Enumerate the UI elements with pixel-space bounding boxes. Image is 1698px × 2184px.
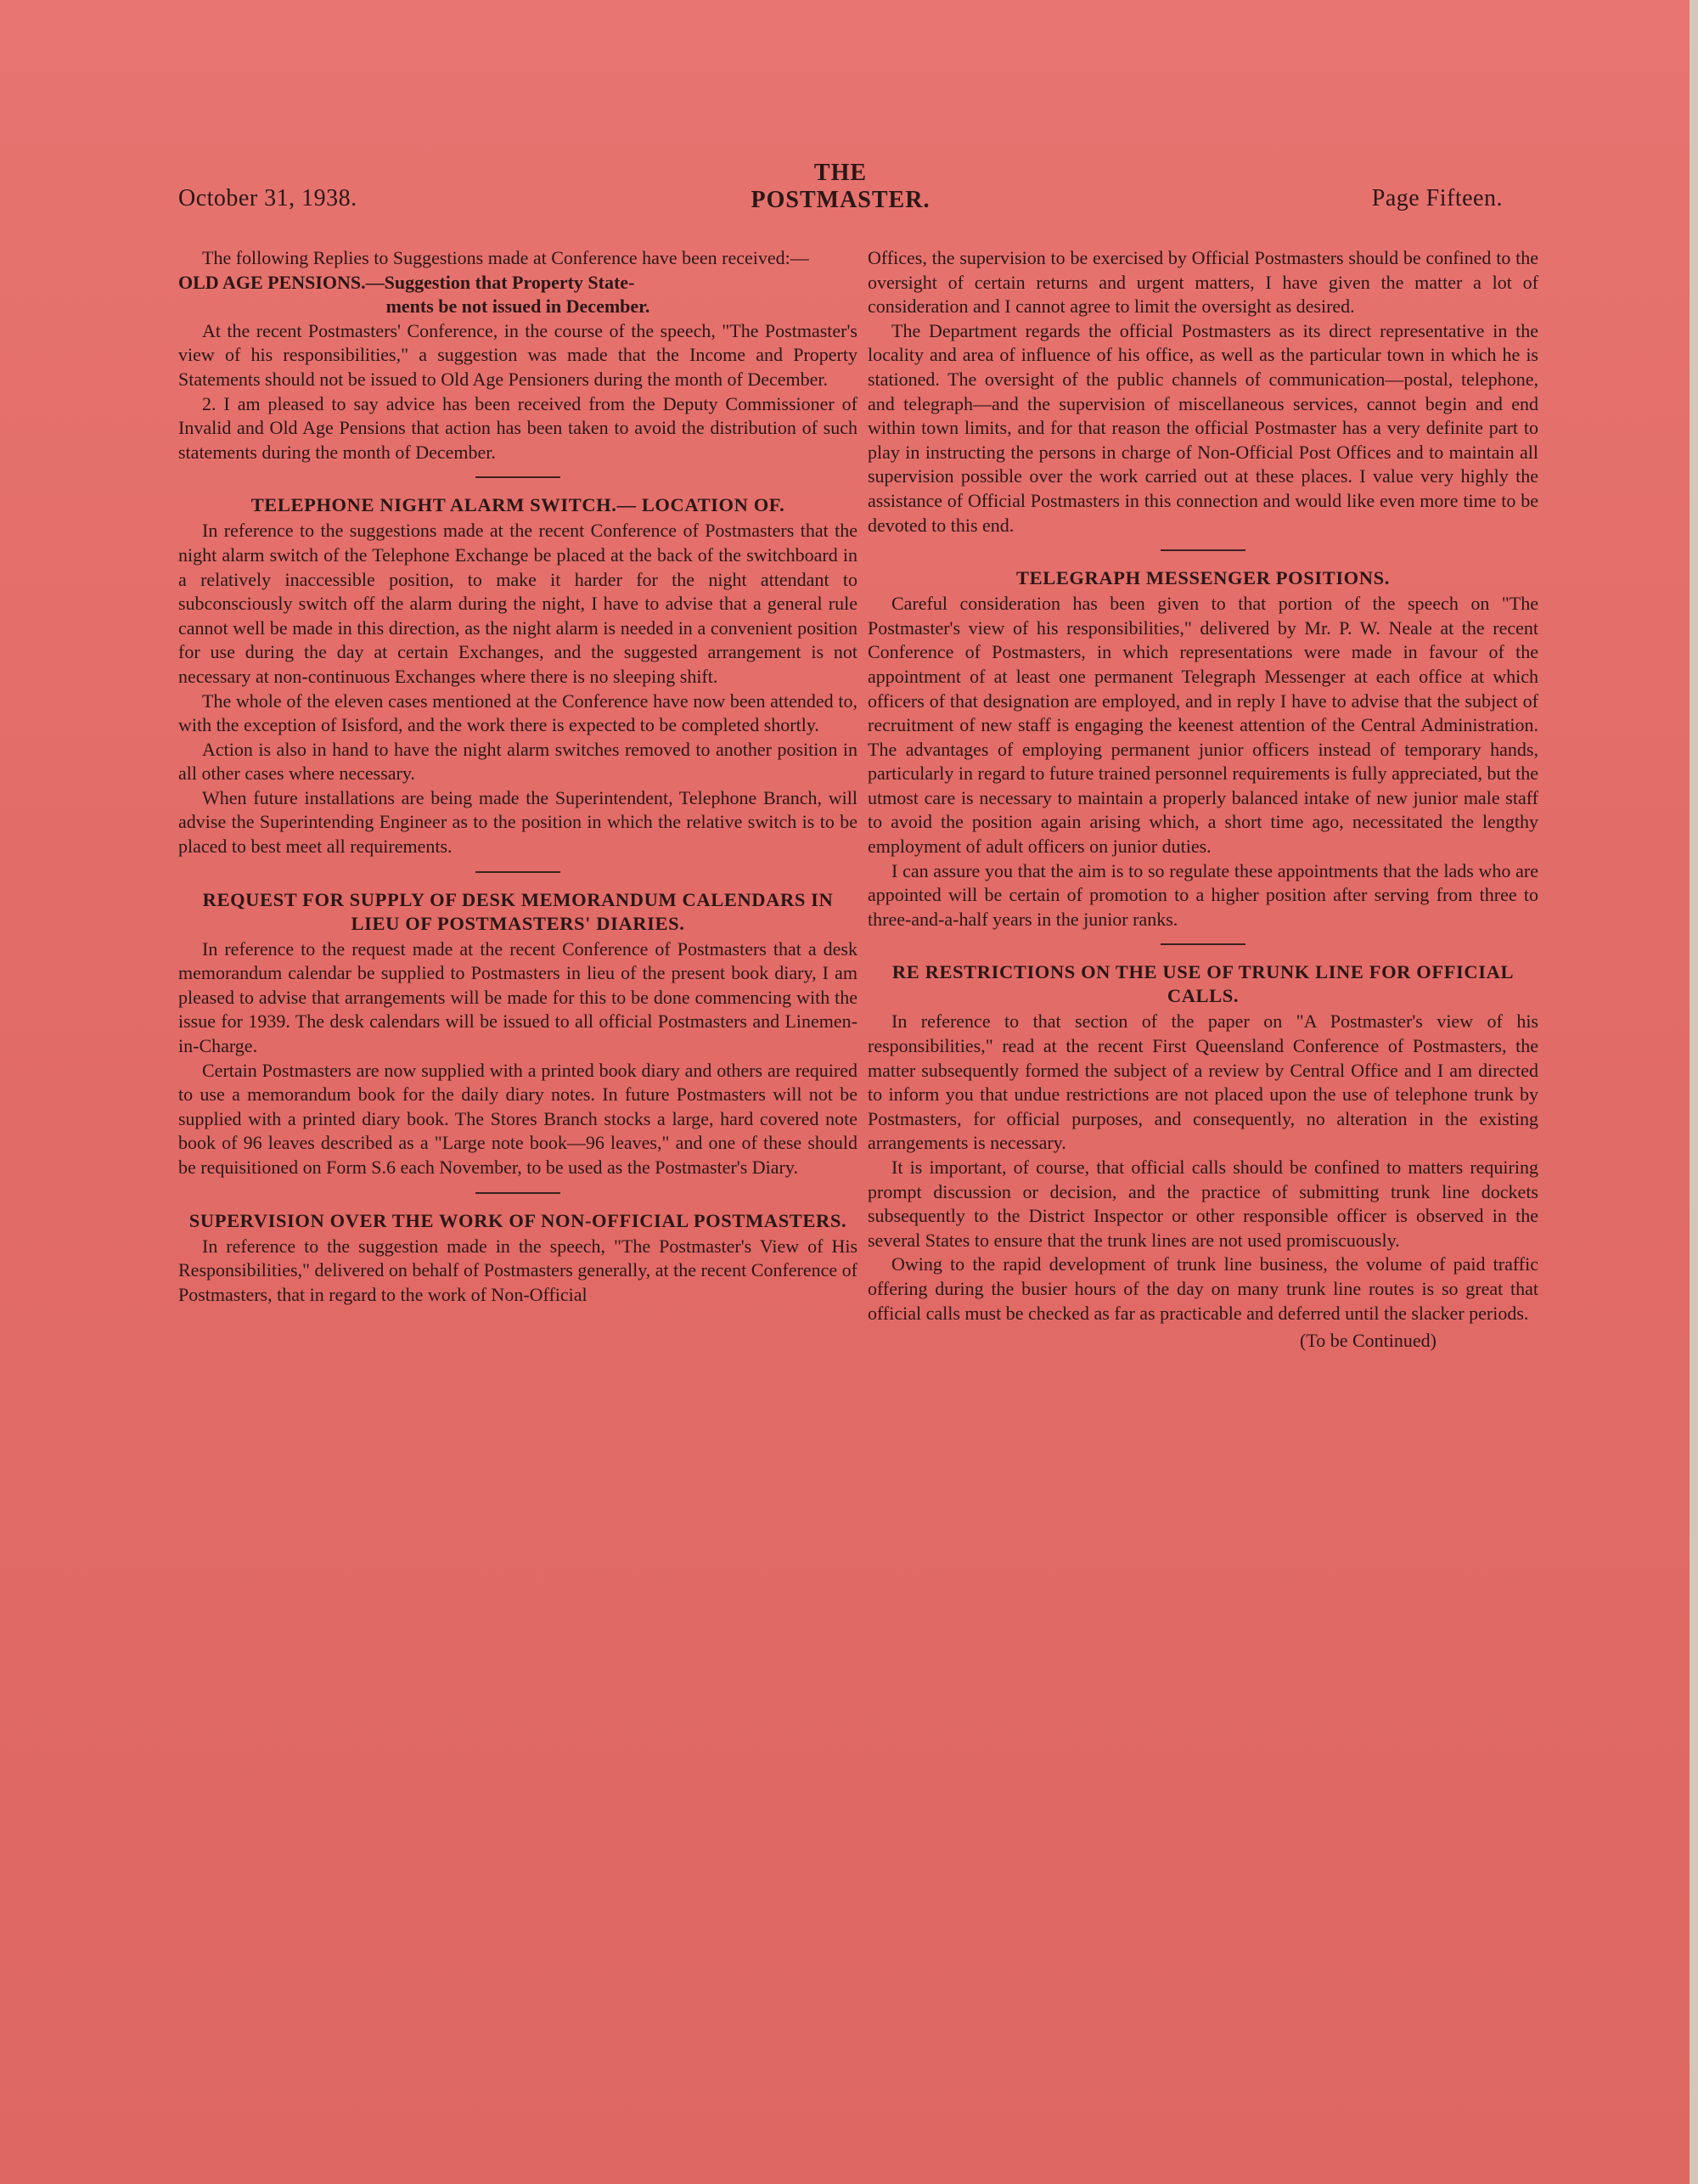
paragraph: Careful consideration has been given to that portion of the speech on "The Postmaster's view of his responsibilities," delivered by Mr. P. W. Neale at the recent Conference of Postmasters, in which representations were made in favour of the appointment of at least one permanent Telegraph Messenger at each office at which officers of that designation are employed, and in reply I have to advise that the subject of recruitment of new staff is engaging the keenest attention of the Central Administration. The advantages of employing permanent junior officers instead of temporary hands, particularly in regard to future trained personnel requirements is fully appreciated, but the utmost care is necessary to maintain a properly balanced intake of new junior male staff to avoid the position again arising which, a short time ago, necessitated the lengthy employment of adult officers on junior duties. [868,593,1538,858]
paragraph: I can assure you that the aim is to so regulate these appointments that the lads who are appointed will be certain of promotion to a higher position after serving from three to three-and-a-half years in the junior ranks. [868,859,1538,930]
paragraph: At the recent Postmasters' Conference, in the course of the speech, "The Postmaster's view of his responsibilities," a suggestion was made that the Income and Property Statements should not be issued to Old Age Pensioners during the month of December. [178,319,857,390]
intro-paragraph: The following Replies to Suggestions made at Conference have been received:— [202,247,809,268]
section-divider [475,871,560,873]
page-number: Page Fifteen. [1371,185,1503,211]
supervision-heading: SUPERVISION OVER THE WORK OF NON-OFFICIAL POSTMASTERS. [188,1209,847,1231]
section-divider [1161,549,1245,551]
trunk-line-heading: RE RESTRICTIONS ON THE USE OF TRUNK LINE FOR OFFICIAL CALLS. [891,961,1515,1007]
left-column [178,246,857,1307]
night-alarm-heading: TELEPHONE NIGHT ALARM SWITCH.— LOCATION OF. [250,494,785,516]
paragraph: Action is also in hand to have the night alarm switches removed to another position in all other cases where necessary. [178,738,857,785]
telegraph-messenger-heading: TELEGRAPH MESSENGER POSITIONS. [1016,567,1390,589]
paragraph: The whole of the eleven cases mentioned at the Conference have now been attended to, with the exception of Isisford, and the work there is expected to be completed shortly. [178,690,857,736]
section-divider [475,1192,560,1194]
paragraph: It is important, of course, that official calls should be confined to matters requiring prompt discussion or decision, and the practice of submitting trunk line dockets subsequently to the District Inspector or other responsible officer is observed in the several States to ensure that the trunk lines are not used promiscuously. [868,1157,1538,1251]
issue-date: October 31, 1938. [178,185,357,211]
masthead [178,160,1503,219]
paragraph: In reference to the suggestions made at the recent Conference of Postmasters that the night alarm switch of the Telephone Exchange be placed at the back of the switchboard in a relatively inaccessible position, to make it harder for the night attendant to subconsciously switch off the alarm during the night, I have to advise that a general rule cannot well be made in this direction, as the night alarm is needed in a convenient position for use during the day at certain Exchanges, and the suggested arrangement is not necessary at non-continuous Exchanges where there is no sleeping shift. [178,520,857,687]
paragraph: Certain Postmasters are now supplied with a printed book diary and others are required to use a memorandum book for the daily diary notes. In future Postmasters will not be supplied with a printed diary book. The Stores Branch stocks a large, hard covered note book of 96 leaves described as a "Large note book—96 leaves," and one of these should be requisitioned on Form S.6 each November, to be used as the Postmaster's Diary. [178,1059,857,1178]
paragraph-continued: Offices, the supervision to be exercised by Official Postmasters should be confined to the oversight of certain returns and urgent matters, I have given the matter a lot of consideration and I cannot agree to limit the oversight as desired. [868,247,1538,318]
to-be-continued: (To be Continued) [1300,1330,1437,1352]
paragraph: 2. I am pleased to say advice has been received from the Deputy Commissioner of Invalid and Old Age Pensions that action has been taken to avoid the distribution of such statements during the month of December. [178,392,857,463]
old-age-pensions-heading: OLD AGE PENSIONS.—Suggestion that Property State- ments be not issued in December. [178,271,650,318]
title-line-1: THE [813,160,868,186]
paragraph: In reference to the suggestion made in the speech, "The Postmaster's View of His Responsibilities," delivered on behalf of Postmasters generally, at the recent Conference of Postmasters, that in regard to the work of Non-Official [178,1235,857,1305]
paragraph: In reference to the request made at the recent Conference of Postmasters that a desk memorandum calendar be supplied to Postmasters in lieu of the present book diary, I am pleased to advise that arrangements will be made for this to be done commencing with the issue for 1939. The desk calendars will be issued to all official Postmasters and Linemen-in-Charge. [178,937,857,1057]
section-divider [1161,943,1245,945]
right-column [868,246,1538,1354]
desk-calendars-heading: REQUEST FOR SUPPLY OF DESK MEMORANDUM CALENDARS IN LIEU OF POSTMASTERS' DIARIES. [202,888,834,934]
section-divider [475,476,560,478]
paragraph: Owing to the rapid development of trunk line business, the volume of paid traffic offering during the busier hours of the day on many trunk line routes is so great that official calls must be checked as far as practicable and deferred until the slacker periods. [868,1253,1538,1324]
paragraph: The Department regards the official Postmasters as its direct representative in the locality and area of influence of his office, as well as the particular town in which he is stationed. The oversight of the public channels of communication—postal, telephone, and telegraph—and the supervision of miscellaneous services, cannot begin and end within town limits, and for that reason the official Postmaster has a very definite part to play in instructing the persons in charge of Non-Official Post Offices and to maintain all supervision possible over the work carried out at these places. I value very highly the assistance of Official Postmasters in this connection and would like even more time to be devoted to this end. [868,319,1538,536]
publication-title [178,160,1503,214]
title-line-2: POSTMASTER. [751,187,931,213]
paragraph: When future installations are being made the Superintendent, Telephone Branch, will advise the Superintending Engineer as to the position in which the relative switch is to be placed to best meet all requirements. [178,786,857,858]
paragraph: In reference to that section of the paper on "A Postmaster's view of his responsibilities," read at the recent First Queensland Conference of Postmasters, the matter subsequently formed the subject of a review by Central Office and I am directed to inform you that undue restrictions are not placed upon the use of telephone trunk by Postmasters, for official purposes, and consequently, no alteration in the existing arrangements is necessary. [868,1010,1538,1154]
